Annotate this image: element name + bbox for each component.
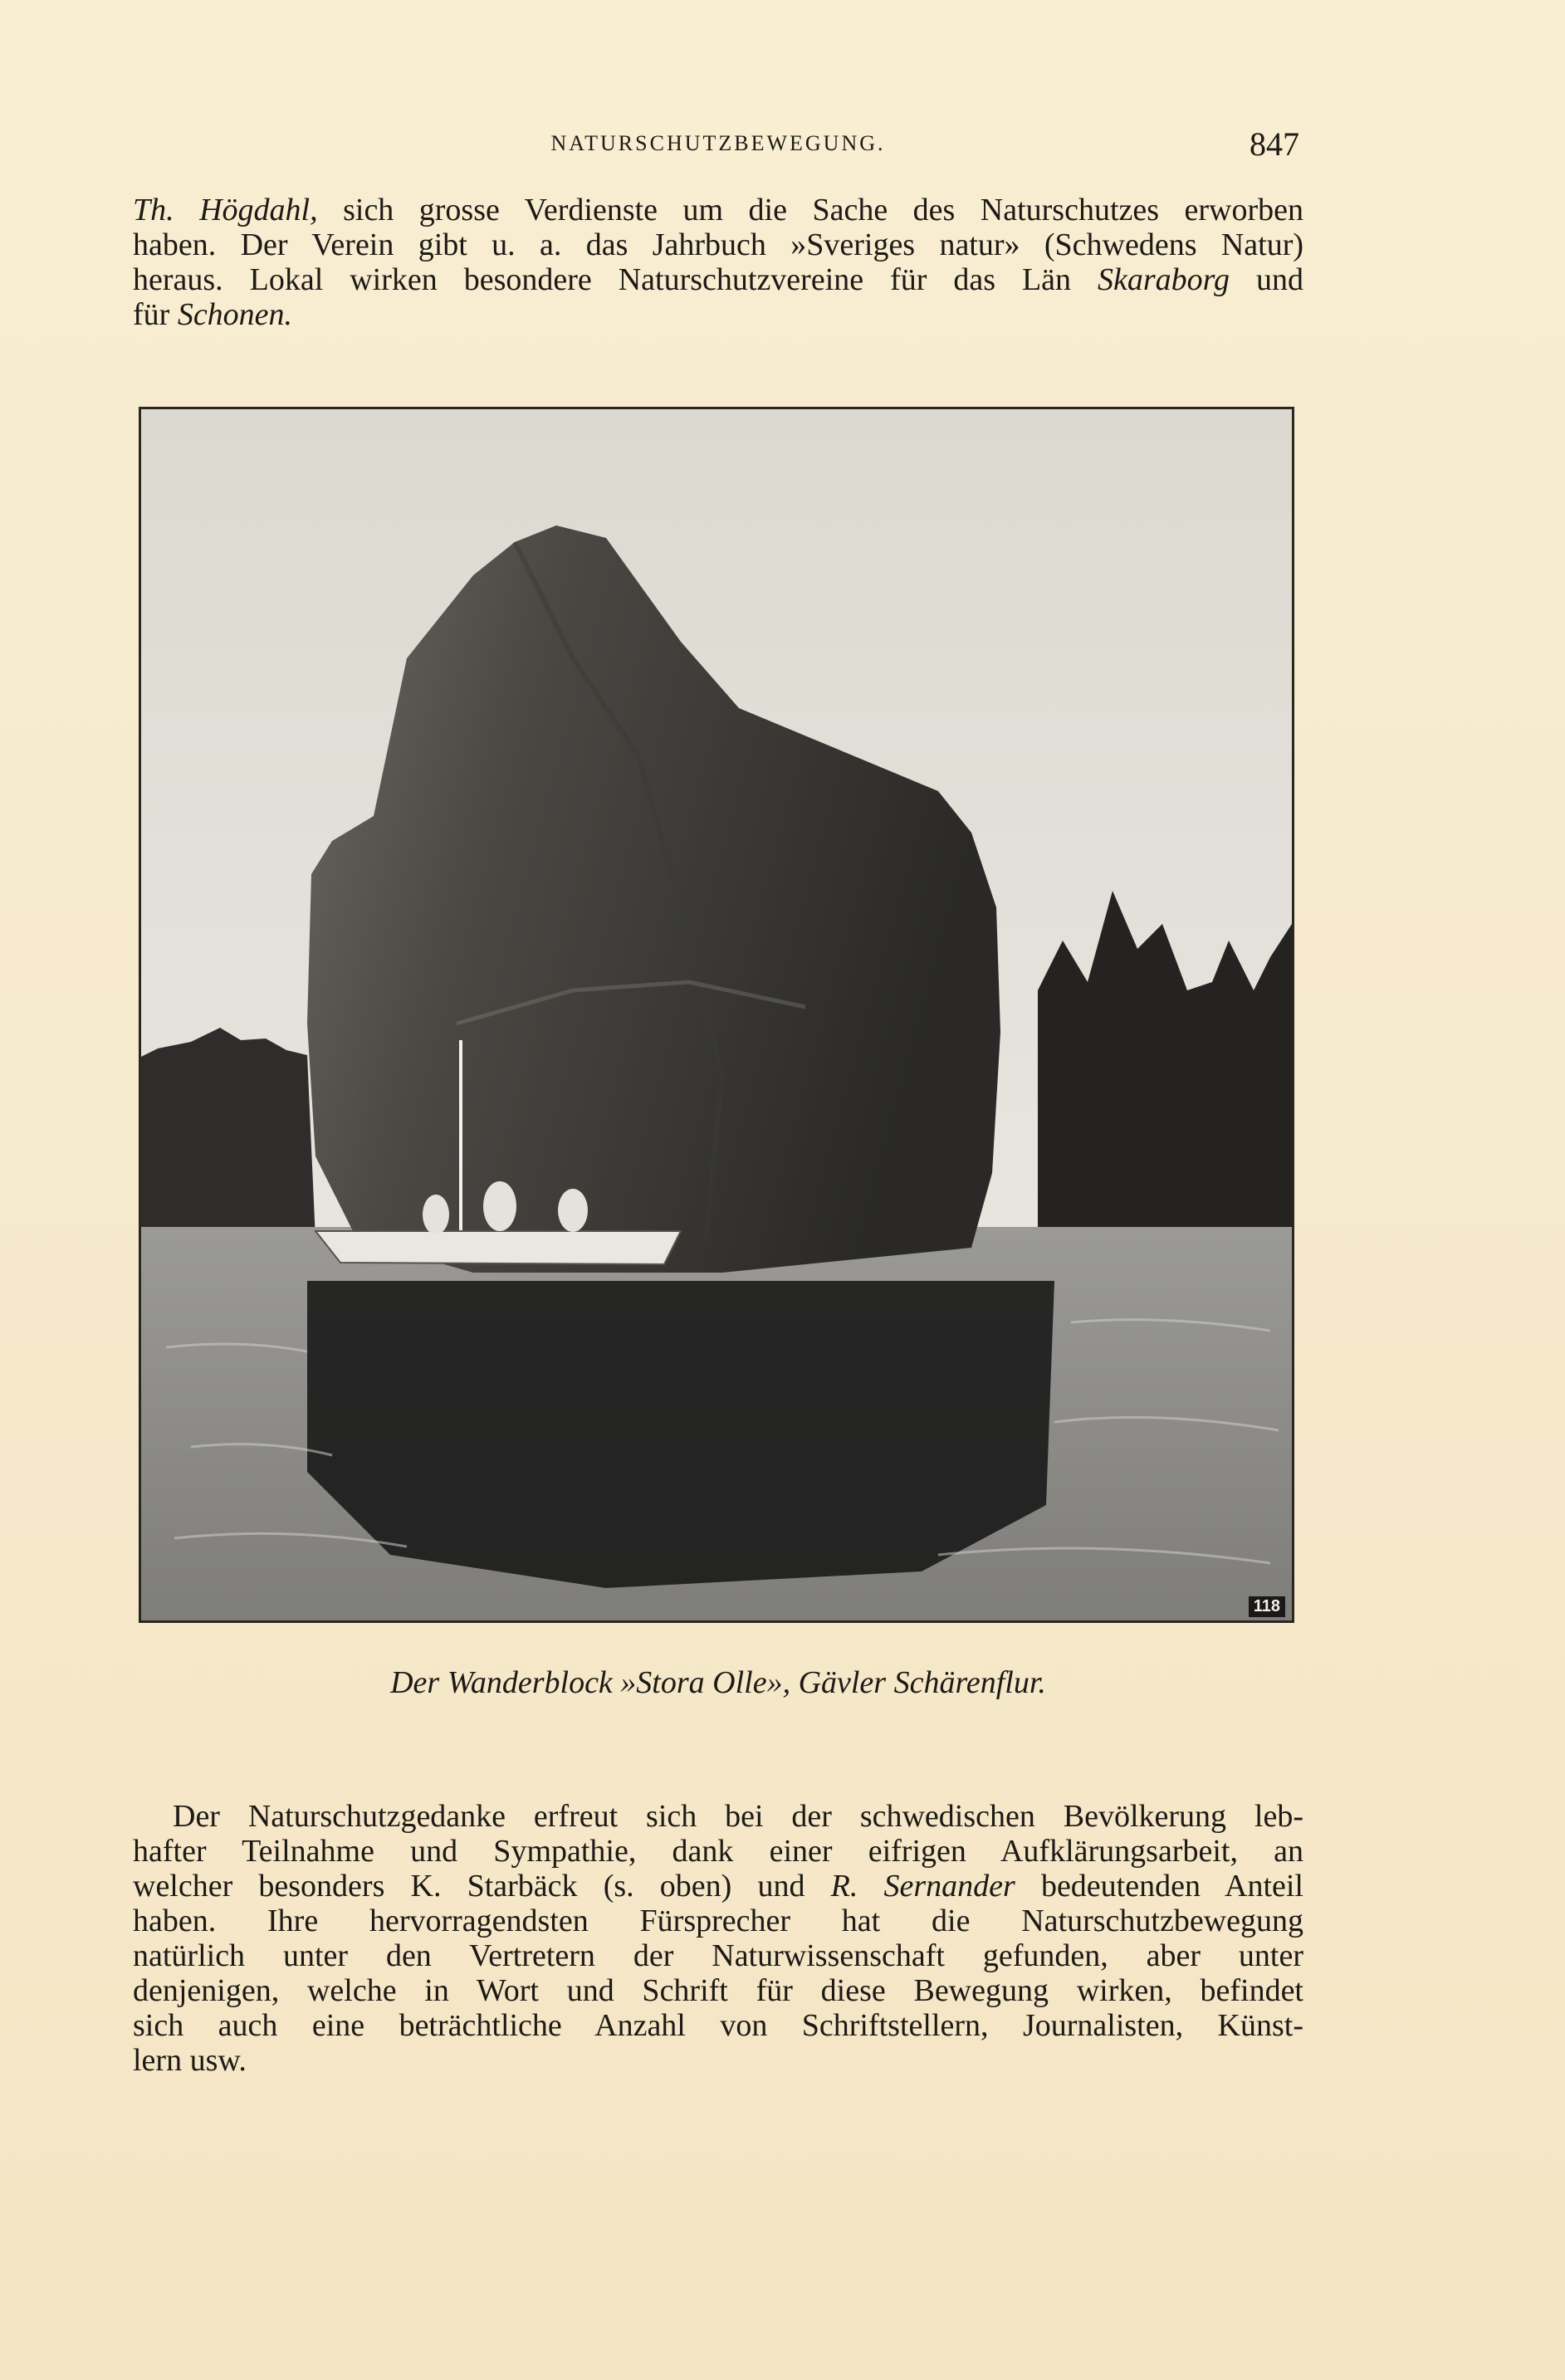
text-fragment: welcher besonders K. Starbäck (s. oben) und: [133, 1869, 805, 1904]
text-fragment: für: [133, 297, 170, 332]
bottom-paragraph: [133, 1799, 1303, 2078]
text-fragment: und: [1256, 262, 1304, 297]
text-line: [133, 1869, 1303, 1904]
text-line: haben. Ihre hervorragendsten Fürsprecher hat die Naturschutzbewegung: [133, 1904, 1303, 1938]
text-line: hafter Teilnahme und Sympathie, dank einer eifrigen Aufklärungsarbeit, an: [133, 1834, 1303, 1869]
left-shore-trees: [141, 1028, 315, 1239]
boulder-photo-illustration: [141, 409, 1292, 1620]
text-line: haben. Der Verein gibt u. a. das Jahrbuch »Sveriges natur» (Schwedens Natur): [133, 227, 1303, 262]
text-line: denjenigen, welche in Wort und Schrift für diese Bewegung wirken, befindet: [133, 1973, 1303, 2008]
place-name: Skaraborg: [1098, 262, 1230, 297]
text-fragment: heraus. Lokal wirken besondere Naturschutzvereine für das Län: [133, 262, 1072, 297]
top-paragraph: [133, 193, 1303, 332]
photo-number-label: 118: [1249, 1596, 1285, 1617]
figure-caption: Der Wanderblock »Stora Olle», Gävler Schärenflur.: [390, 1665, 1046, 1700]
page-header: [137, 125, 1299, 174]
rowing-boat: [315, 1231, 681, 1264]
page-number: 847: [1250, 125, 1299, 163]
text-line: lern usw.: [133, 2043, 247, 2078]
text-fragment: sich grosse Verdienste um die Sache des Naturschutzes erworben: [343, 193, 1303, 227]
boulder-reflection: [307, 1281, 1054, 1588]
text-line: [133, 297, 1303, 332]
place-name: Schonen.: [177, 297, 293, 332]
text-line: [133, 262, 1303, 297]
text-line: sich auch eine beträchtliche Anzahl von Schriftstellern, Journalisten, Künst-: [133, 2008, 1303, 2043]
person-name: R. Sernander: [830, 1869, 1015, 1904]
text-line: natürlich unter den Vertretern der Naturwissenschaft gefunden, aber unter: [133, 1938, 1303, 1973]
author-name: Th. Högdahl,: [133, 193, 318, 227]
text-line: [133, 193, 1303, 227]
photograph-erratic-boulder: [139, 407, 1294, 1623]
text-line: Der Naturschutzgedanke erfreut sich bei der schwedischen Bevölkerung leb-: [173, 1799, 1303, 1834]
text-fragment: bedeutenden Anteil: [1040, 1869, 1303, 1904]
running-head: NATURSCHUTZBEWEGUNG.: [550, 131, 886, 155]
